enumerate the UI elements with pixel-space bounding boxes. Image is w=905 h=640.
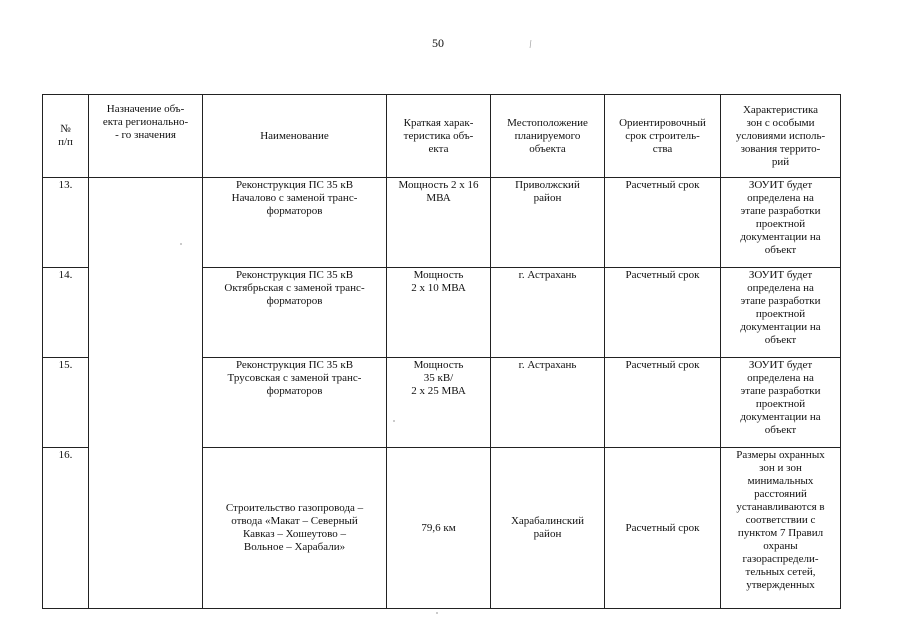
- scan-speck: [436, 612, 438, 614]
- header-characteristic: Краткая харак- теристика объ- екта: [387, 95, 491, 178]
- row-number: 15.: [43, 358, 89, 448]
- row-term: Расчетный срок: [605, 268, 721, 358]
- scan-mark: [528, 40, 534, 50]
- row-location: г. Астрахань: [491, 268, 605, 358]
- page-number: 50: [432, 36, 444, 50]
- row-location: г. Астрахань: [491, 358, 605, 448]
- header-term: Ориентировочный срок строитель- ства: [605, 95, 721, 178]
- row-name: Реконструкция ПС 35 кВ Трусовская с заменой транс- форматоров: [203, 358, 387, 448]
- row-zones: ЗОУИТ будет определена на этапе разработки проектной документации на объект: [721, 268, 841, 358]
- row-number: 14.: [43, 268, 89, 358]
- header-name: Наименование: [203, 95, 387, 178]
- header-location: Местоположение планируемого объекта: [491, 95, 605, 178]
- row-location: Харабалинский район: [491, 448, 605, 609]
- header-purpose: Назначение объ- екта регионально- - го значения: [89, 95, 203, 178]
- row-characteristic: Мощность 2 х 16 МВА: [387, 178, 491, 268]
- row-term: Расчетный срок: [605, 358, 721, 448]
- row-characteristic: Мощность 2 х 10 МВА: [387, 268, 491, 358]
- row-term: Расчетный срок: [605, 178, 721, 268]
- row-name: Реконструкция ПС 35 кВ Началово с заменой транс- форматоров: [203, 178, 387, 268]
- row-characteristic: Мощность 35 кВ/ 2 х 25 МВА: [387, 358, 491, 448]
- objects-table: [42, 94, 841, 609]
- row-term: Расчетный срок: [605, 448, 721, 609]
- row-name: Реконструкция ПС 35 кВ Октябрьская с заменой транс- форматоров: [203, 268, 387, 358]
- row-zones: ЗОУИТ будет определена на этапе разработки проектной документации на объект: [721, 178, 841, 268]
- row-zones: Размеры охранных зон и зон минимальных расстояний устанавливаются в соответствии с пунктом 7 Правил охраны газораспредели- тельных сетей, утвержденных: [721, 448, 841, 609]
- row-characteristic: 79,6 км: [387, 448, 491, 609]
- row-number: 13.: [43, 178, 89, 268]
- row-number: 16.: [43, 448, 89, 609]
- scan-speck: [393, 420, 395, 422]
- header-zones: Характеристика зон с особыми условиями исполь- зования террито- рий: [721, 95, 841, 178]
- scan-speck: [180, 243, 182, 245]
- row-location: Приволжский район: [491, 178, 605, 268]
- header-num: № п/п: [43, 95, 89, 178]
- row-zones: ЗОУИТ будет определена на этапе разработки проектной документации на объект: [721, 358, 841, 448]
- purpose-cell: [89, 178, 203, 609]
- table-header-row: [43, 95, 841, 178]
- table-row: [43, 178, 841, 268]
- row-name: Строительство газопровода – отвода «Макат – Северный Кавказ – Хошеутово – Вольное – Харабали»: [203, 448, 387, 609]
